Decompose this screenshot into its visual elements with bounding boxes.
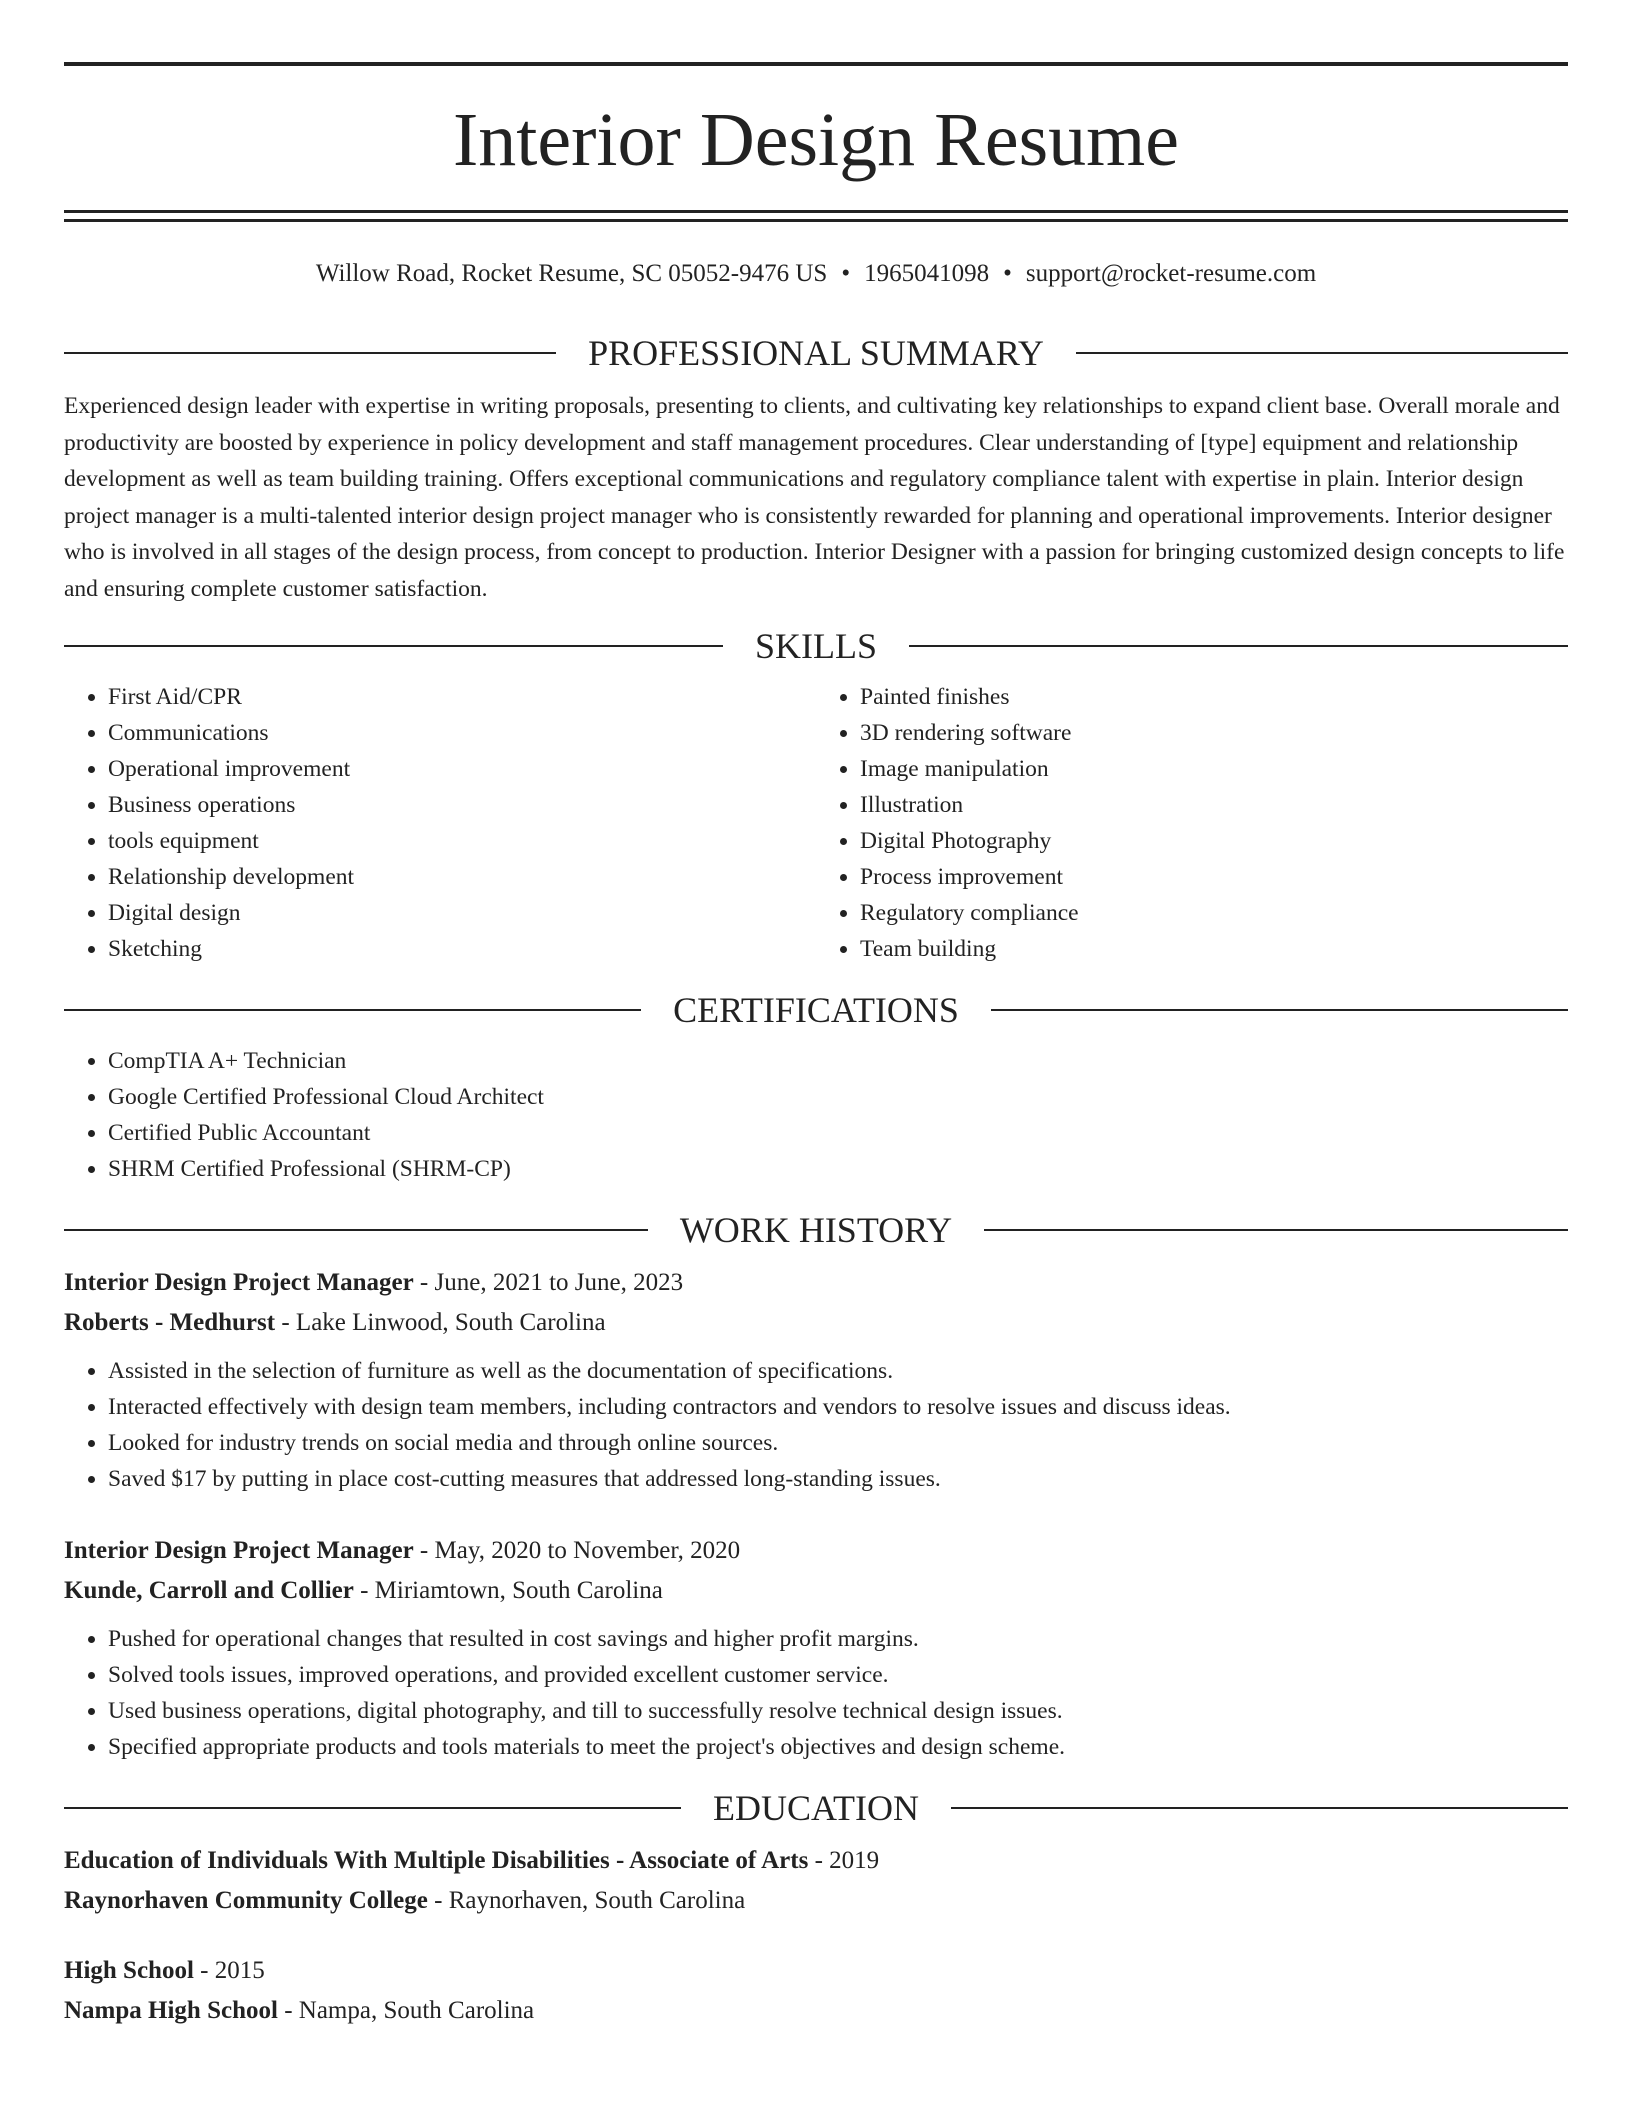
skill-item: • Process improvement — [860, 859, 1568, 895]
job-bullet: • Pushed for operational changes that resulted in cost savings and higher profit margins. — [108, 1621, 1568, 1657]
heading-rule — [64, 645, 723, 647]
certification-item: • Certified Public Accountant — [108, 1115, 1568, 1151]
education-year: - 2015 — [193, 1957, 265, 1984]
job-bullet: • Assisted in the selection of furniture as well as the documentation of specifications. — [108, 1353, 1568, 1389]
job-bullet: • Interacted effectively with design team members, including contractors and vendors to resolve issues and discuss ideas. — [108, 1389, 1568, 1425]
skills-list-right — [816, 679, 1568, 967]
skill-item: • Painted finishes — [860, 679, 1568, 715]
contact-separator: • — [1003, 260, 1012, 287]
contact-line — [64, 260, 1568, 288]
heading-rule — [909, 645, 1568, 647]
job-dates: - May, 2020 to November, 2020 — [413, 1537, 741, 1564]
job-entry — [64, 1263, 1568, 1497]
skill-item: • Team building — [860, 931, 1568, 967]
skills-columns — [64, 679, 1568, 967]
job-bullet: • Saved $17 by putting in place cost-cutting measures that addressed long-standing issues. — [108, 1461, 1568, 1497]
job-title-line — [64, 1531, 1568, 1571]
skill-item: • Communications — [108, 715, 816, 751]
education-year: - 2019 — [808, 1847, 880, 1874]
heading-rule — [991, 1009, 1568, 1011]
contact-separator: • — [841, 260, 851, 287]
education-school-line — [64, 1881, 1568, 1921]
skill-item: • Digital Photography — [860, 823, 1568, 859]
contact-email[interactable]: support@rocket-resume.com — [1025, 260, 1317, 287]
section-title: PROFESSIONAL SUMMARY — [588, 333, 1044, 373]
skill-item: • tools equipment — [108, 823, 816, 859]
education-degree: High School — [64, 1957, 194, 1984]
job-title: Interior Design Project Manager — [64, 1537, 414, 1564]
education-degree-line — [64, 1951, 1568, 1991]
education-location: - Raynorhaven, South Carolina — [427, 1887, 746, 1914]
education-entry — [64, 1841, 1568, 1921]
heading-rule — [64, 1229, 648, 1231]
education-school: Nampa High School — [64, 1997, 278, 2024]
job-company-line — [64, 1303, 1568, 1343]
job-title: Interior Design Project Manager — [64, 1269, 414, 1296]
job-bullets — [64, 1353, 1568, 1497]
skill-item: • 3D rendering software — [860, 715, 1568, 751]
job-company: Kunde, Carroll and Collier — [64, 1577, 354, 1604]
certification-item: • Google Certified Professional Cloud Architect — [108, 1079, 1568, 1115]
section-heading-summary — [64, 332, 1568, 374]
skills-list-left — [64, 679, 816, 967]
certification-item: • CompTIA A+ Technician — [108, 1043, 1568, 1079]
contact-phone: 1965041098 — [864, 260, 990, 287]
heading-rule — [1076, 352, 1568, 354]
skill-item: • First Aid/CPR — [108, 679, 816, 715]
title-double-rule — [64, 210, 1568, 222]
skill-item: • Sketching — [108, 931, 816, 967]
skill-item: • Relationship development — [108, 859, 816, 895]
job-location: - Miriamtown, South Carolina — [353, 1577, 663, 1604]
job-company: Roberts - Medhurst — [64, 1309, 276, 1336]
contact-address: Willow Road, Rocket Resume, SC 05052-9476 US — [315, 260, 828, 287]
education-location: - Nampa, South Carolina — [277, 1997, 535, 2024]
education-degree: Education of Individuals With Multiple Disabilities - Associate of Arts — [64, 1847, 809, 1874]
heading-rule — [984, 1229, 1568, 1231]
section-heading-skills — [64, 625, 1568, 667]
education-entry — [64, 1951, 1568, 2031]
job-bullet: • Used business operations, digital photography, and till to successfully resolve technical design issues. — [108, 1693, 1568, 1729]
job-bullet: • Looked for industry trends on social media and through online sources. — [108, 1425, 1568, 1461]
job-bullet: • Specified appropriate products and tools materials to meet the project's objectives and design scheme. — [108, 1729, 1568, 1765]
section-heading-education — [64, 1787, 1568, 1829]
job-bullet: • Solved tools issues, improved operations, and provided excellent customer service. — [108, 1657, 1568, 1693]
resume-page — [64, 62, 1568, 2031]
education-degree-line — [64, 1841, 1568, 1881]
job-location: - Lake Linwood, South Carolina — [275, 1309, 606, 1336]
title-top-rule — [64, 62, 1568, 66]
summary-text: Experienced design leader with expertise in writing proposals, presenting to clients, and cultivating key relationships to expand client base. Overall morale and productivity are boosted by experience in policy development and staff management procedures. Clear understanding of [type] equipment and relationship development as well as team building training. Offers exceptional communications and regulatory compliance talent with expertise in plain. Interior design project manager is a multi-talented interior design project manager who is consistently rewarded for planning and operational improvements. Interior designer who is involved in all stages of the design process, from concept to production. Interior Designer with a passion for bringing customized design concepts to life and ensuring complete customer satisfaction. — [64, 393, 1565, 602]
job-company-line — [64, 1571, 1568, 1611]
certification-item: • SHRM Certified Professional (SHRM-CP) — [108, 1151, 1568, 1187]
skill-item: • Image manipulation — [860, 751, 1568, 787]
section-title: EDUCATION — [713, 1788, 919, 1828]
skill-item: • Operational improvement — [108, 751, 816, 787]
section-title: SKILLS — [755, 626, 878, 666]
heading-rule — [64, 1807, 681, 1809]
skill-item: • Business operations — [108, 787, 816, 823]
skill-item: • Digital design — [108, 895, 816, 931]
job-dates: - June, 2021 to June, 2023 — [413, 1269, 684, 1296]
section-heading-work-history — [64, 1209, 1568, 1251]
skill-item: • Regulatory compliance — [860, 895, 1568, 931]
heading-rule — [951, 1807, 1568, 1809]
heading-rule — [64, 352, 556, 354]
education-school-line — [64, 1991, 1568, 2031]
job-title-line — [64, 1263, 1568, 1303]
skill-item: • Illustration — [860, 787, 1568, 823]
section-title: WORK HISTORY — [679, 1210, 953, 1250]
certifications-list — [64, 1043, 1568, 1187]
resume-title: Interior Design Resume — [452, 98, 1180, 182]
education-school: Raynorhaven Community College — [64, 1887, 428, 1914]
section-title: CERTIFICATIONS — [673, 990, 959, 1030]
job-entry — [64, 1531, 1568, 1765]
job-bullets — [64, 1621, 1568, 1765]
section-heading-certifications — [64, 989, 1568, 1031]
heading-rule — [64, 1009, 641, 1011]
